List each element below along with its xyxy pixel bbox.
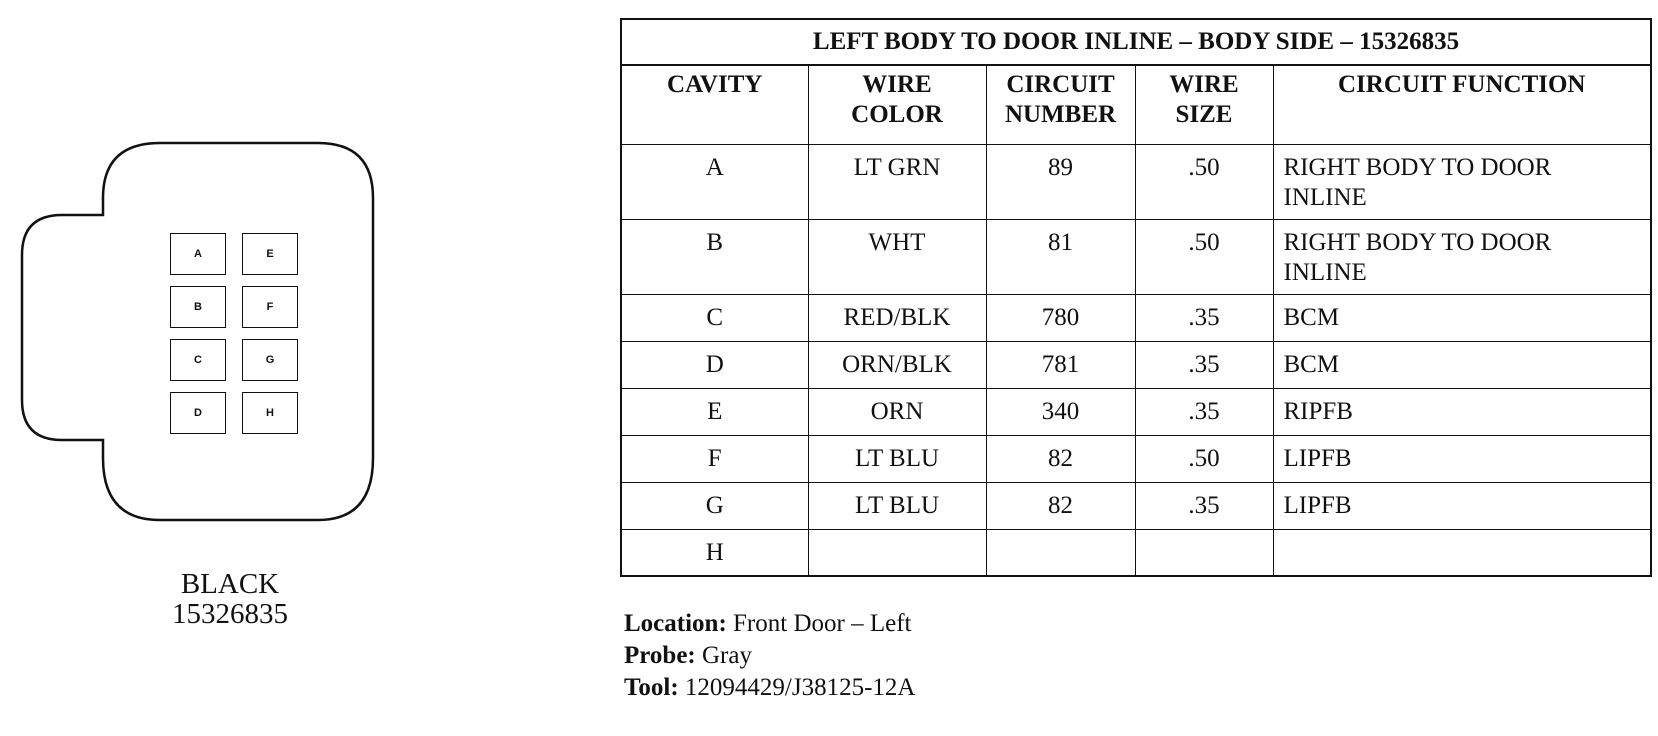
table-row: [621, 436, 1651, 483]
cavity-h: H: [242, 392, 298, 434]
connector-color-label: BLACK: [180, 568, 280, 600]
cell-circuit-number: 82: [986, 483, 1135, 530]
tool-note: [624, 672, 915, 704]
cell-wire-size: .50: [1135, 436, 1273, 483]
cell-cavity: A: [621, 145, 808, 220]
cell-cavity: C: [621, 295, 808, 342]
cell-circuit-function: LIPFB: [1273, 436, 1651, 483]
cavity-f: F: [242, 286, 298, 328]
cell-cavity: B: [621, 220, 808, 295]
table-row: [621, 342, 1651, 389]
header-wire-size: WIRE SIZE: [1135, 65, 1273, 145]
cell-wire-size: .50: [1135, 220, 1273, 295]
cell-wire-color: LT BLU: [808, 483, 986, 530]
cavity-b: B: [170, 286, 226, 328]
cell-wire-size: [1135, 530, 1273, 577]
cell-circuit-number: [986, 530, 1135, 577]
cell-circuit-number: 780: [986, 295, 1135, 342]
cell-wire-size: .35: [1135, 483, 1273, 530]
cell-wire-color: LT BLU: [808, 436, 986, 483]
cell-circuit-function: RIGHT BODY TO DOOR INLINE: [1273, 220, 1651, 295]
cell-circuit-number: 89: [986, 145, 1135, 220]
header-wire-color: WIRE COLOR: [808, 65, 986, 145]
cell-wire-size: .35: [1135, 342, 1273, 389]
cell-circuit-function: BCM: [1273, 342, 1651, 389]
cavity-a: A: [170, 233, 226, 275]
cell-cavity: G: [621, 483, 808, 530]
table-row: [621, 220, 1651, 295]
connector-part-number: 15326835: [172, 598, 288, 630]
cell-circuit-number: 82: [986, 436, 1135, 483]
cell-wire-color: LT GRN: [808, 145, 986, 220]
connector-diagram: [0, 0, 420, 640]
cell-wire-color: ORN/BLK: [808, 342, 986, 389]
pinout-table: [620, 18, 1652, 577]
cell-cavity: F: [621, 436, 808, 483]
cavity-e: E: [242, 233, 298, 275]
location-note: [624, 608, 915, 640]
probe-note: [624, 640, 915, 672]
table-row: [621, 145, 1651, 220]
header-cavity: CAVITY: [621, 65, 808, 145]
table-row: [621, 389, 1651, 436]
cell-wire-color: RED/BLK: [808, 295, 986, 342]
header-circuit-number: CIRCUIT NUMBER: [986, 65, 1135, 145]
cell-circuit-function: [1273, 530, 1651, 577]
cell-circuit-number: 340: [986, 389, 1135, 436]
location-value: Front Door – Left: [733, 610, 912, 637]
connector-notes: [624, 608, 915, 704]
cavity-g: G: [242, 339, 298, 381]
cell-cavity: D: [621, 342, 808, 389]
cell-wire-size: .50: [1135, 145, 1273, 220]
cell-wire-size: .35: [1135, 295, 1273, 342]
table-row: [621, 295, 1651, 342]
cell-circuit-function: RIPFB: [1273, 389, 1651, 436]
cell-circuit-function: LIPFB: [1273, 483, 1651, 530]
cell-circuit-function: BCM: [1273, 295, 1651, 342]
probe-label: Probe:: [624, 642, 696, 669]
connector-outline: [0, 0, 420, 560]
cell-wire-color: ORN: [808, 389, 986, 436]
table-title: LEFT BODY TO DOOR INLINE – BODY SIDE – 15326835: [621, 19, 1651, 65]
tool-value: 12094429/J38125-12A: [684, 674, 916, 701]
tool-label: Tool:: [624, 674, 679, 701]
cell-wire-color: WHT: [808, 220, 986, 295]
location-label: Location:: [624, 610, 727, 637]
probe-value: Gray: [702, 642, 752, 669]
cell-cavity: E: [621, 389, 808, 436]
cell-circuit-function: RIGHT BODY TO DOOR INLINE: [1273, 145, 1651, 220]
cell-circuit-number: 781: [986, 342, 1135, 389]
header-row: [621, 65, 1651, 145]
cell-cavity: H: [621, 530, 808, 577]
table-row: [621, 483, 1651, 530]
cell-wire-size: .35: [1135, 389, 1273, 436]
cavity-c: C: [170, 339, 226, 381]
table-row: [621, 530, 1651, 577]
header-circuit-function: CIRCUIT FUNCTION: [1273, 65, 1651, 145]
cavity-d: D: [170, 392, 226, 434]
cell-circuit-number: 81: [986, 220, 1135, 295]
cell-wire-color: [808, 530, 986, 577]
